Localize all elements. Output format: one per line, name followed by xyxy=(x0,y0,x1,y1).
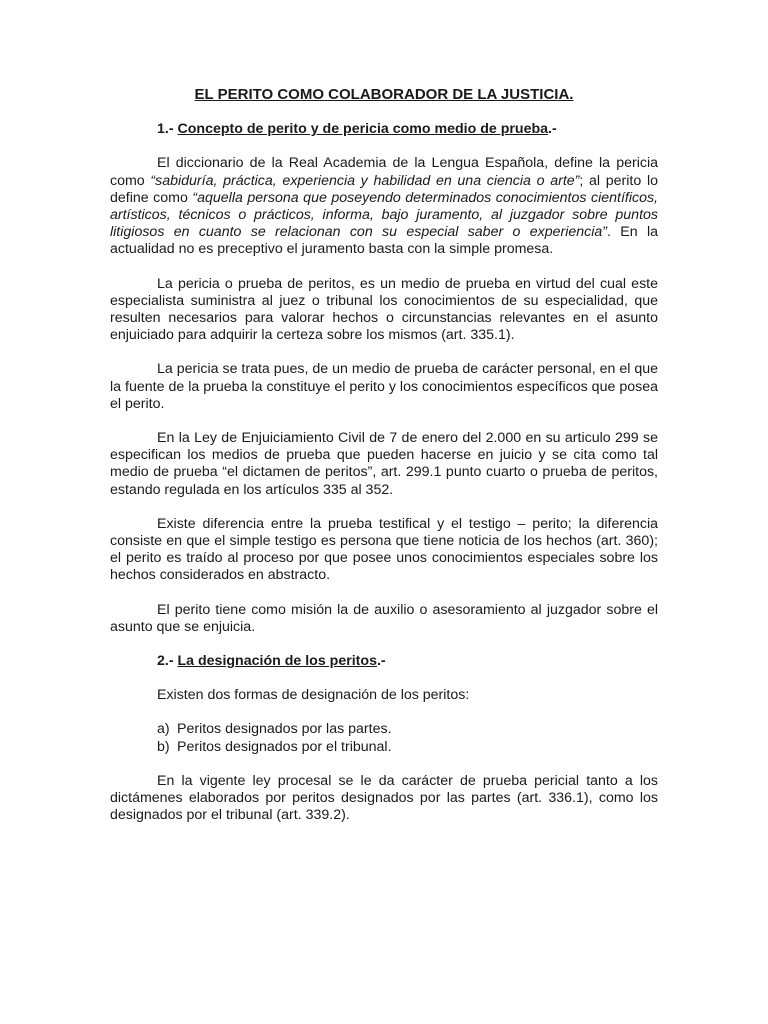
paragraph: El perito tiene como misión la de auxilio o asesoramiento al juzgador sobre el asunto que se enjuicia. xyxy=(110,601,658,635)
paragraph: En la vigente ley procesal se le da carácter de prueba pericial tanto a los dictámenes elaborados por peritos designados por las partes (art. 336.1), como los designados por el tribunal (art. 339.2). xyxy=(110,772,658,824)
section-number: 1.- xyxy=(157,121,178,138)
list-marker: a) xyxy=(157,721,170,738)
quote-pericia: “sabiduría, práctica, experiencia y habilidad en una ciencia o arte” xyxy=(150,172,580,189)
list-item-text: Peritos designados por el tribunal. xyxy=(177,738,392,755)
paragraph-definition xyxy=(110,155,658,258)
section-suffix: .- xyxy=(376,653,386,670)
paragraph: La pericia o prueba de peritos, es un medio de prueba en virtud del cual este especialista suministra al juez o tribunal los conocimientos de su especialidad, que resulten necesarios para valorar hechos o circunstancias relevantes en el asunto enjuiciado para adquirir la certeza sobre los mismos (art. 335.1). xyxy=(110,275,658,344)
list-item xyxy=(157,721,658,738)
section-heading-2 xyxy=(110,653,658,670)
list-item-text: Peritos designados por las partes. xyxy=(177,721,392,738)
document-page xyxy=(110,86,658,842)
text-run: ; al perito lo define como xyxy=(110,172,658,206)
quote-perito: “aquella persona que poseyendo determinados conocimientos científicos, artísticos, técnicos o prácticos, informa, bajo juramento, al juzgador sobre puntos litigiosos en cuanto se relacionan con su especial saber o experiencia” xyxy=(110,189,659,241)
section-heading-1 xyxy=(110,121,658,138)
paragraph: Existen dos formas de designación de los peritos: xyxy=(157,687,470,704)
document-title: EL PERITO COMO COLABORADOR DE LA JUSTICIA. xyxy=(194,86,574,103)
list-item xyxy=(157,739,658,756)
section-suffix: .- xyxy=(548,121,557,138)
paragraph: En la Ley de Enjuiciamiento Civil de 7 de enero del 2.000 en su articulo 299 se especifican los medios de prueba que pueden hacerse en juicio y se cita como tal medio de prueba “el dictamen de peritos”, art. 299.1 punto cuarto o prueba de peritos, estando regulada en los artículos 335 al 352. xyxy=(110,430,658,498)
list-marker: b) xyxy=(157,738,170,755)
paragraph: La pericia se trata pues, de un medio de prueba de carácter personal, en el que la fuente de la prueba la constituye el perito y los conocimientos específicos que posea el perito. xyxy=(110,361,658,412)
section-number: 2.- xyxy=(157,653,178,670)
text-run: El diccionario de la Real Academia de la Lengua Española, define la pericia como xyxy=(110,155,658,189)
section-title: Concepto de perito y de pericia como medio de prueba xyxy=(177,121,549,138)
paragraph: Existe diferencia entre la prueba testifical y el testigo – perito; la diferencia consiste en que el simple testigo es persona que tiene noticia de los hechos (art. 360); el perito es traído al proceso por que posee unos conocimientos especiales sobre los hechos considerados en abstracto. xyxy=(110,515,658,584)
designation-list xyxy=(110,721,658,755)
text-run: . En la actualidad no es preceptivo el juramento basta con la simple promesa. xyxy=(110,224,658,258)
section-title: La designación de los peritos xyxy=(177,653,377,670)
